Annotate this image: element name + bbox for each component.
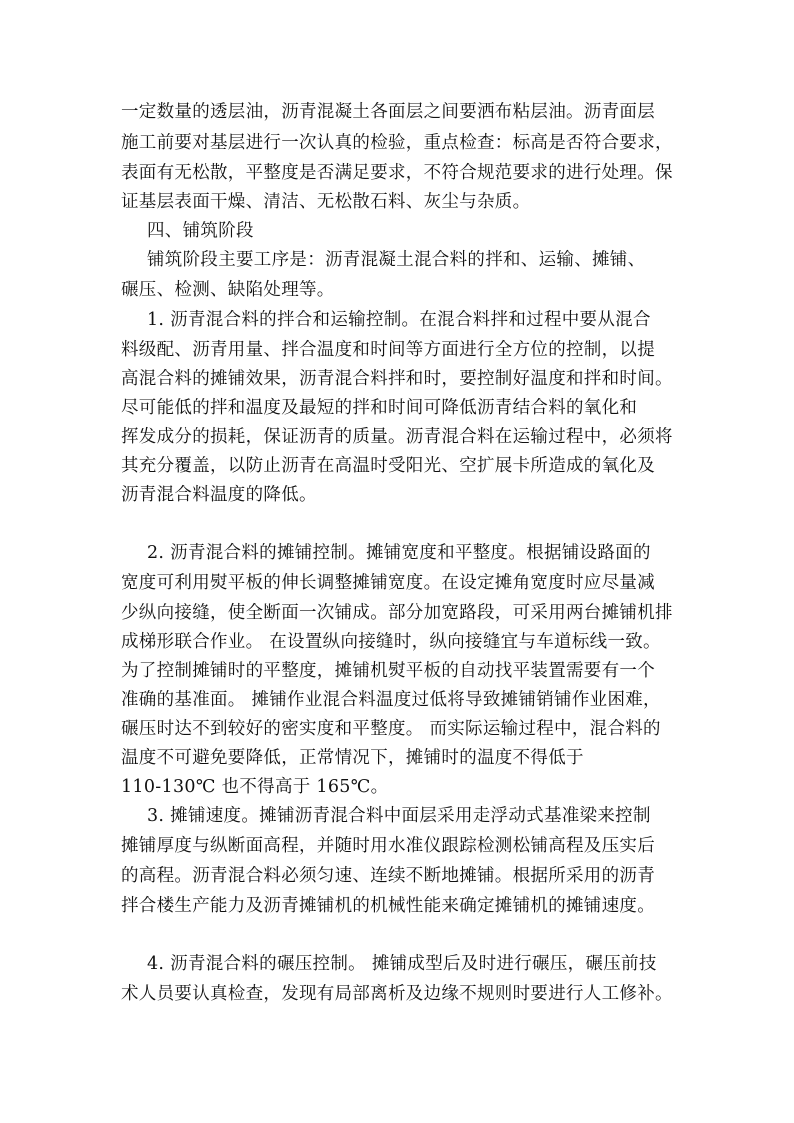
paragraph-line: 4. 沥青混合料的碾压控制。 摊铺成型后及时进行碾压，碾压前技	[147, 954, 657, 974]
paragraph-line: 铺筑阶段主要工序是：沥青混凝土混合料的拌和、运输、摊铺、	[147, 250, 646, 270]
paragraph-line: 为了控制摊铺时的平整度，摊铺机熨平板的自动找平装置需要有一个	[121, 661, 655, 681]
paragraph-line: 宽度可利用熨平板的伸长调整摊铺宽度。在设定摊角宽度时应尽量减	[121, 573, 655, 593]
paragraph-line: 施工前要对基层进行一次认真的检验，重点检查：标高是否符合要求，	[121, 133, 673, 153]
paragraph-line: 1. 沥青混合料的拌合和运输控制。在混合料拌和过程中要从混合	[147, 310, 651, 330]
paragraph-line: 挥发成分的损耗，保证沥青的质量。沥青混合料在运输过程中，必须将	[121, 427, 673, 447]
paragraph-line: 少纵向接缝，使全断面一次铺成。部分加宽路段，可采用两台摊铺机排	[121, 603, 673, 623]
paragraph-line: 碾压时达不到较好的密实度和平整度。 而实际运输过程中，混合料的	[121, 719, 661, 739]
paragraph-line: 尽可能低的拌和温度及最短的拌和时间可降低沥青结合料的氧化和	[121, 398, 638, 418]
paragraph-line: 摊铺厚度与纵断面高程，并随时用水准仪跟踪检测松铺高程及压实后	[121, 836, 655, 856]
paragraph-line: 成梯形联合作业。 在设置纵向接缝时，纵向接缝宜与车道标线一致。	[121, 632, 661, 652]
paragraph-line: 一定数量的透层油，沥青混凝土各面层之间要洒布粘层油。沥青面层	[121, 102, 655, 122]
paragraph-line: 碾压、检测、缺陷处理等。	[121, 280, 335, 300]
paragraph-line: 110-130℃ 也不得高于 165℃。	[121, 777, 389, 797]
paragraph-line: 温度不可避免要降低，正常情况下，摊铺时的温度不得低于	[121, 748, 584, 768]
paragraph-line: 术人员要认真检查，发现有局部离析及边缘不规则时要进行人工修补。	[121, 984, 673, 1004]
paragraph-line: 料级配、沥青用量、拌合温度和时间等方面进行全方位的控制，以提	[121, 340, 655, 360]
paragraph-line: 表面有无松散，平整度是否满足要求，不符合规范要求的进行处理。保	[121, 163, 673, 183]
paragraph-line: 沥青混合料温度的降低。	[121, 485, 317, 505]
paragraph-line: 的高程。沥青混合料必须匀速、连续不断地摊铺。根据所采用的沥青	[121, 866, 655, 886]
paragraph-line: 2. 沥青混合料的摊铺控制。摊铺宽度和平整度。根据铺设路面的	[147, 543, 651, 563]
paragraph-line: 3. 摊铺速度。摊铺沥青混合料中面层采用走浮动式基准梁来控制	[147, 806, 651, 826]
paragraph-line: 其充分覆盖，以防止沥青在高温时受阳光、空扩展卡所造成的氧化及	[121, 456, 655, 476]
paragraph-line: 证基层表面干燥、清洁、无松散石料、灰尘与杂质。	[121, 192, 531, 212]
paragraph-line: 准确的基准面。 摊铺作业混合料温度过低将导致摊铺销铺作业困难，	[121, 690, 661, 710]
paragraph-line: 高混合料的摊铺效果，沥青混合料拌和时，要控制好温度和拌和时间。	[121, 369, 673, 389]
section-heading: 四、铺筑阶段	[147, 221, 254, 241]
paragraph-line: 拌合楼生产能力及沥青摊铺机的机械性能来确定摊铺机的摊铺速度。	[121, 896, 655, 916]
